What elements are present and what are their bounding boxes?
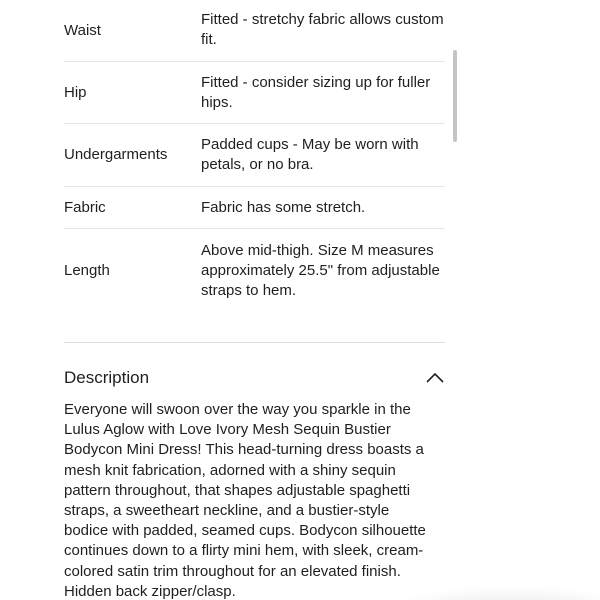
table-row [64, 229, 445, 313]
fit-value-waist: Fitted - stretchy fabric allows custom fit. [201, 11, 444, 48]
fit-value-hip: Fitted - consider sizing up for fuller hips. [201, 73, 431, 111]
fit-details-table [64, 0, 445, 313]
table-row [64, 0, 445, 62]
petals-link[interactable]: petals [201, 156, 242, 173]
fit-value-length: Above mid-thigh. Size M measures approximately 25.5" from adjustable straps to hem. [201, 242, 440, 299]
table-row [64, 62, 445, 124]
description-title: Description [64, 368, 150, 387]
chevron-up-icon[interactable] [425, 368, 445, 388]
fit-value-fabric: Fabric has some stretch. [201, 198, 366, 216]
description-text: Everyone will swoon over the way you sparkle in the Lulus Aglow with Love Ivory Mesh Sequin Bustier Bodycon Mini Dress! This head-turning dress boasts a mesh knit fabrication, adorned with a shiny sequin pattern throughout, that shapes adjustable spaghetti straps, a sweetheart neckline, and a bustier-style bodice with padded, seamed cups. Bodycon silhouette continues down to a flirty mini hem, with sleek, cream-colored satin trim throughout for an elevated finish. Hidden back zipper/clasp. [64, 401, 426, 600]
fit-value-undergarments-text-after: , or no bra. [241, 156, 314, 173]
fit-label-hip: Hip [64, 83, 87, 101]
table-row [64, 187, 445, 229]
floating-element-shadow [380, 585, 600, 600]
fit-value-undergarments-text-before: Padded cups - May be worn with [201, 136, 419, 153]
fit-label-undergarments: Undergarments [64, 146, 168, 163]
scrollbar[interactable] [453, 50, 457, 142]
fit-label-length: Length [64, 262, 110, 279]
fit-value-undergarments [201, 135, 445, 175]
fit-label-waist: Waist [64, 21, 101, 39]
section-divider [64, 342, 445, 343]
fit-label-fabric: Fabric [64, 198, 106, 216]
description-accordion-header[interactable] [64, 364, 445, 392]
table-row [64, 124, 445, 187]
